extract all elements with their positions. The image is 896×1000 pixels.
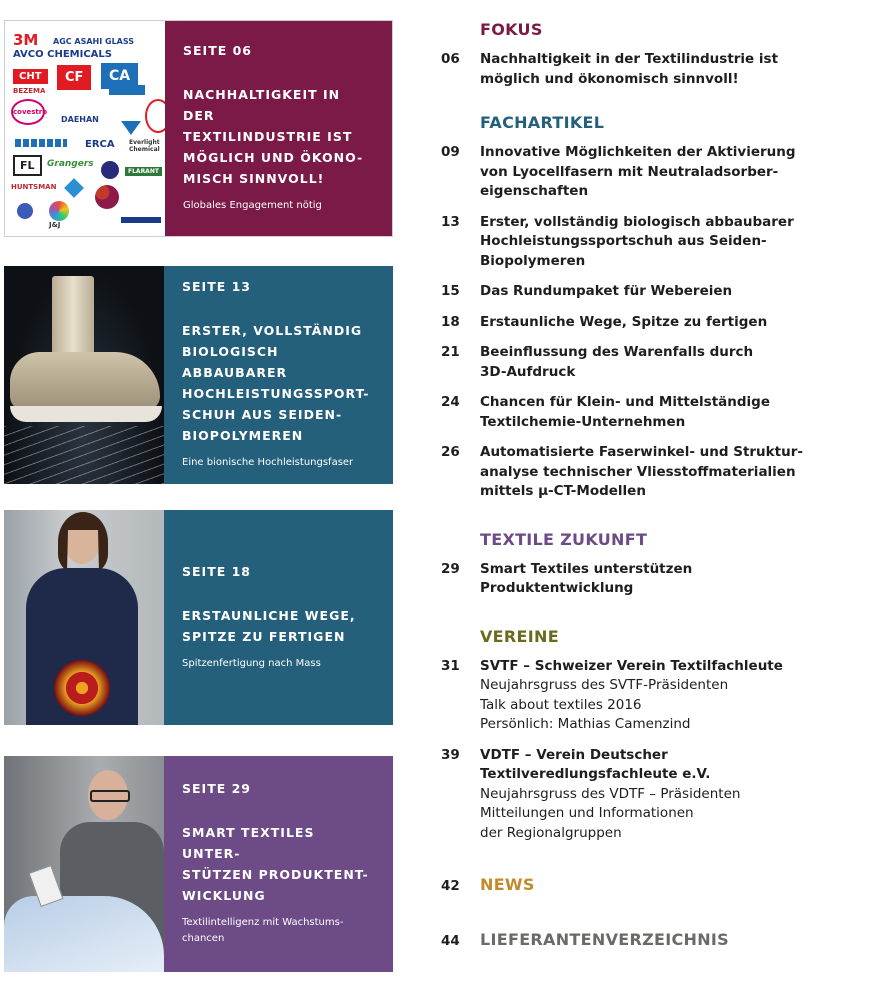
sneaker-icon [10, 352, 160, 410]
entry-title: Chancen für Klein- und Mittelständige Textilchemie-Unternehmen [480, 394, 770, 430]
entry-page-number: 24 [441, 394, 460, 410]
section-heading-news: NEWS [480, 875, 535, 894]
card-subtitle: Textilintelligenz mit Wachstums- chancen [182, 917, 344, 944]
toc-entry[interactable] [441, 443, 881, 502]
card-page-number: SEITE 06 [183, 43, 253, 58]
entry-title: Automatisierte Faserwinkel- und Struktur- analyse technischer Vliesstoffmaterialien mittels µ-CT-Modellen [480, 444, 803, 499]
logo-avco: AVCO CHEMICALS [13, 49, 112, 60]
logo-collage-image [5, 21, 165, 236]
entry-title: Erster, vollständig biologisch abbaubarer Hochleistungssportschuh aus Seiden- Biopolymeren [480, 213, 794, 269]
entry-title: Nachhaltigkeit in der Textilindustrie ist möglich und ökonomisch sinnvoll! [480, 51, 779, 87]
toc-entry-lieferantenverzeichnis[interactable] [441, 930, 881, 949]
entry-page-number: 42 [441, 878, 460, 894]
logo-flower-icon [49, 201, 69, 221]
table-of-contents [441, 18, 881, 949]
card-panel [164, 266, 393, 484]
feature-card-seite-13[interactable] [4, 266, 393, 484]
logo-flarant: FLARANT [125, 167, 162, 176]
card-page-number: SEITE 18 [182, 563, 252, 579]
logo-hex-icon [64, 178, 84, 198]
logo-fl: FL [13, 155, 42, 176]
logo-covestro: covestro [11, 99, 45, 125]
toc-entry[interactable] [441, 657, 881, 735]
logo-chevron-icon [121, 121, 141, 135]
man-photo [4, 756, 164, 972]
fiber-strands-icon [4, 426, 164, 484]
toc-entry[interactable] [441, 313, 881, 333]
section-heading-fokus: FOKUS [480, 20, 543, 39]
toc-entry[interactable] [441, 746, 881, 844]
feature-card-seite-18[interactable] [4, 510, 393, 725]
logo-grangers: Grangers [47, 159, 94, 169]
card-title: ERSTER, VOLLSTÄNDIG BIOLOGISCH ABBAUBARER HOCHLEISTUNGSSPORT- SCHUH AUS SEIDEN- BIOPOLYMEREN [182, 323, 370, 443]
logo-cht: CHT [13, 69, 48, 84]
logo-erca: ERCA [85, 139, 115, 150]
card-subtitle: Eine bionische Hochleistungsfaser [182, 457, 354, 468]
entry-page-number: 06 [441, 51, 460, 67]
logo-stripes-icon [15, 139, 67, 147]
card-page-number: SEITE 29 [182, 781, 252, 796]
entry-page-number: 15 [441, 283, 460, 299]
toc-entry-news[interactable] [441, 875, 881, 894]
logo-bezema: BEZEMA [13, 87, 46, 95]
card-panel [164, 756, 393, 972]
entry-title: Smart Textiles unterstützen Produktentwicklung [480, 560, 693, 596]
toc-entry[interactable] [441, 393, 881, 432]
sneaker-sole-icon [10, 406, 162, 422]
logo-daehan: DAEHAN [61, 115, 99, 124]
entry-page-number: 39 [441, 746, 460, 763]
toc-entry[interactable] [441, 213, 881, 272]
entry-title: Das Rundumpaket für Webereien [480, 283, 733, 299]
entry-page-number: 21 [441, 344, 460, 360]
entry-title: Beeinflussung des Warenfalls durch 3D-Aufdruck [480, 344, 754, 380]
logo-jj: J&J [49, 221, 61, 229]
section-heading-vereine: VEREINE [480, 626, 559, 646]
card-panel [164, 510, 393, 725]
feature-card-seite-29[interactable] [4, 756, 393, 972]
logo-circle-icon [17, 203, 33, 219]
card-panel [165, 21, 392, 236]
glasses-icon [90, 790, 130, 802]
logo-cf: CF [57, 65, 91, 90]
entry-title: VDTF – Verein Deutscher Textilveredlungsfachleute e.V. Neujahrsgruss des VDTF – Präsidenten Mitteilungen und Informationen der Regionalgruppen [480, 746, 741, 841]
entry-page-number: 26 [441, 444, 460, 460]
logo-3m: 3M [13, 31, 39, 49]
entry-title: SVTF – Schweizer Verein Textilfachleute Neujahrsgruss des SVTF-Präsidenten Talk about textiles 2016 Persönlich: Mathias Camenzind [480, 657, 783, 732]
entry-title: Innovative Möglichkeiten der Aktivierung von Lyocellfasern mit Neutraladsorber- eigenschaften [480, 144, 796, 199]
thread-spool-icon [52, 276, 94, 356]
entry-page-number: 13 [441, 213, 460, 230]
logo-agc: AGC ASAHI GLASS [53, 37, 135, 46]
toc-entry[interactable] [441, 143, 881, 202]
logo-emblem-icon [101, 161, 119, 179]
logo-dots-icon [95, 185, 119, 209]
logo-red-ring-icon [145, 99, 165, 133]
entry-title: Erstaunliche Wege, Spitze zu fertigen [480, 313, 768, 330]
card-title: ERSTAUNLICHE WEGE, SPITZE ZU FERTIGEN [182, 607, 356, 644]
toc-entry[interactable] [441, 50, 881, 89]
card-title: NACHHALTIGKEIT IN DER TEXTILINDUSTRIE IST MÖGLICH UND ÖKONO- MISCH SINNVOLL! [183, 87, 364, 186]
entry-page-number: 09 [441, 144, 460, 160]
card-subtitle: Spitzenfertigung nach Mass [182, 657, 321, 669]
entry-page-number: 18 [441, 313, 460, 330]
section-heading-fachartikel: FACHARTIKEL [480, 113, 605, 132]
section-heading-lieferantenverzeichnis: LIEFERANTENVERZEICHNIS [480, 930, 729, 949]
feature-card-seite-06[interactable] [4, 20, 393, 237]
logo-huntsman: HUNTSMAN [11, 183, 57, 191]
textile-sheet-icon [4, 896, 164, 972]
shoe-photo [4, 266, 164, 484]
toc-entry[interactable] [441, 560, 881, 599]
logo-banner-icon [121, 217, 161, 223]
lace-pocket-icon [54, 660, 110, 716]
toc-entry[interactable] [441, 343, 881, 382]
logo-everlight: Everlight Chemical [129, 139, 160, 153]
card-title: SMART TEXTILES UNTER- STÜTZEN PRODUKTENT- WICKLUNG [182, 825, 369, 903]
entry-page-number: 31 [441, 657, 460, 674]
entry-page-number: 44 [441, 933, 460, 949]
entry-page-number: 29 [441, 560, 460, 577]
toc-entry[interactable] [441, 282, 881, 302]
card-page-number: SEITE 13 [182, 279, 252, 294]
logo-ca: CA [101, 63, 138, 89]
section-heading-textile-zukunft: TEXTILE ZUKUNFT [480, 529, 648, 549]
logo-blue-tile-icon [109, 85, 145, 95]
woman-photo [4, 510, 164, 725]
card-subtitle: Globales Engagement nötig [183, 200, 322, 211]
